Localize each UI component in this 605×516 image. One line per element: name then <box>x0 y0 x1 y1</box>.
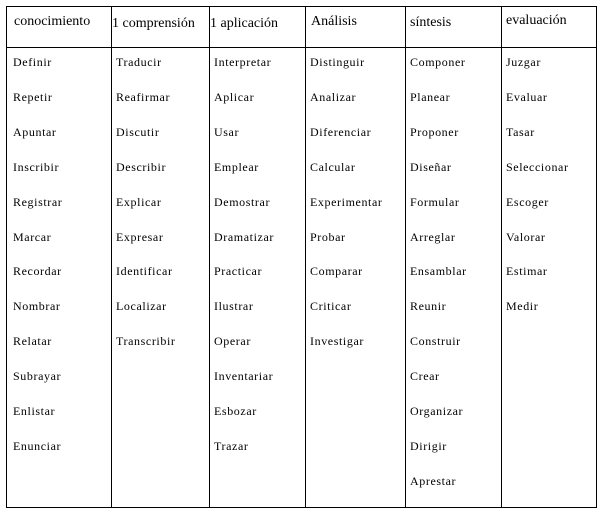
verb-cell: Juzgar <box>506 55 541 69</box>
column-divider <box>111 7 112 507</box>
verb-cell: Recordar <box>13 264 62 279</box>
verb-cell: Nombrar <box>13 299 61 314</box>
verb-cell: Marcar <box>13 229 52 244</box>
verb-cell: Relatar <box>13 334 52 349</box>
verbs-table <box>6 6 597 508</box>
verb-cell: Operar <box>214 334 251 349</box>
verb-cell: Inscribir <box>13 159 60 174</box>
column-divider <box>501 7 502 507</box>
verb-cell: Investigar <box>310 334 364 349</box>
verb-cell: Ilustrar <box>214 299 254 314</box>
verb-cell: Demostrar <box>214 194 271 209</box>
verb-cell: Usar <box>214 124 240 139</box>
verb-cell: Explicar <box>116 194 162 209</box>
verb-cell: Reunir <box>410 299 447 314</box>
verb-cell: Planear <box>410 89 451 104</box>
verb-cell: Calcular <box>310 159 356 174</box>
verb-cell: Probar <box>310 229 346 244</box>
header-evaluacion: evaluación <box>506 13 567 28</box>
verb-cell: Distinguir <box>310 55 365 69</box>
header-comprension: 1 comprensión <box>112 16 195 31</box>
verb-cell: Aplicar <box>214 89 255 104</box>
verb-cell: Registrar <box>13 194 63 209</box>
verb-cell: Crear <box>410 369 440 384</box>
verb-cell: Repetir <box>13 89 53 104</box>
verb-cell: Enlistar <box>13 404 56 418</box>
verb-cell: Construir <box>410 334 461 349</box>
verb-cell: Localizar <box>116 299 167 314</box>
verb-cell: Esbozar <box>214 404 257 418</box>
verb-cell: Diferenciar <box>310 124 372 139</box>
verb-cell: Tasar <box>506 124 535 139</box>
verb-cell: Enunciar <box>13 438 62 453</box>
verb-cell: Proponer <box>410 124 459 139</box>
verb-cell: Interpretar <box>214 55 272 69</box>
verb-cell: Arreglar <box>410 229 456 244</box>
verb-cell: Experimentar <box>310 194 383 209</box>
header-analisis: Análisis <box>311 14 357 29</box>
verb-cell: Apuntar <box>13 124 57 139</box>
header-conocimiento: conocimiento <box>14 14 91 29</box>
verb-cell: Dirigir <box>410 438 447 453</box>
verb-cell: Escoger <box>506 194 549 209</box>
verb-cell: Definir <box>13 55 52 69</box>
verb-cell: Componer <box>410 55 466 69</box>
verb-cell: Medir <box>506 299 539 314</box>
verb-cell: Describir <box>116 159 167 174</box>
header-aplicacion: 1 aplicación <box>210 16 279 31</box>
verb-cell: Expresar <box>116 229 164 244</box>
verb-cell: Emplear <box>214 159 259 174</box>
verb-cell: Analizar <box>310 89 357 104</box>
verb-cell: Subrayar <box>13 369 62 384</box>
verb-cell: Estimar <box>506 264 548 279</box>
verb-cell: Comparar <box>310 264 363 279</box>
verb-cell: Dramatizar <box>214 229 274 244</box>
verb-cell: Aprestar <box>410 473 457 488</box>
verb-cell: Trazar <box>214 438 249 453</box>
verb-cell: Inventariar <box>214 369 274 384</box>
verb-cell: Valorar <box>506 229 546 244</box>
verb-cell: Ensamblar <box>410 264 467 279</box>
column-divider <box>209 7 210 507</box>
verb-cell: Criticar <box>310 299 352 314</box>
header-sintesis: síntesis <box>410 15 452 30</box>
verb-cell: Diseñar <box>410 159 452 174</box>
verb-cell: Reafirmar <box>116 89 171 104</box>
verb-cell: Identificar <box>116 264 173 279</box>
column-divider <box>405 7 406 507</box>
verb-cell: Practicar <box>214 264 263 279</box>
verb-cell: Seleccionar <box>506 159 569 174</box>
verb-cell: Discutir <box>116 124 160 139</box>
verb-cell: Evaluar <box>506 89 548 104</box>
verb-cell: Formular <box>410 194 460 209</box>
verb-cell: Transcribir <box>116 334 176 349</box>
verb-cell: Organizar <box>410 404 464 418</box>
verb-cell: Traducir <box>116 55 162 69</box>
header-divider <box>7 47 596 48</box>
column-divider <box>305 7 306 507</box>
